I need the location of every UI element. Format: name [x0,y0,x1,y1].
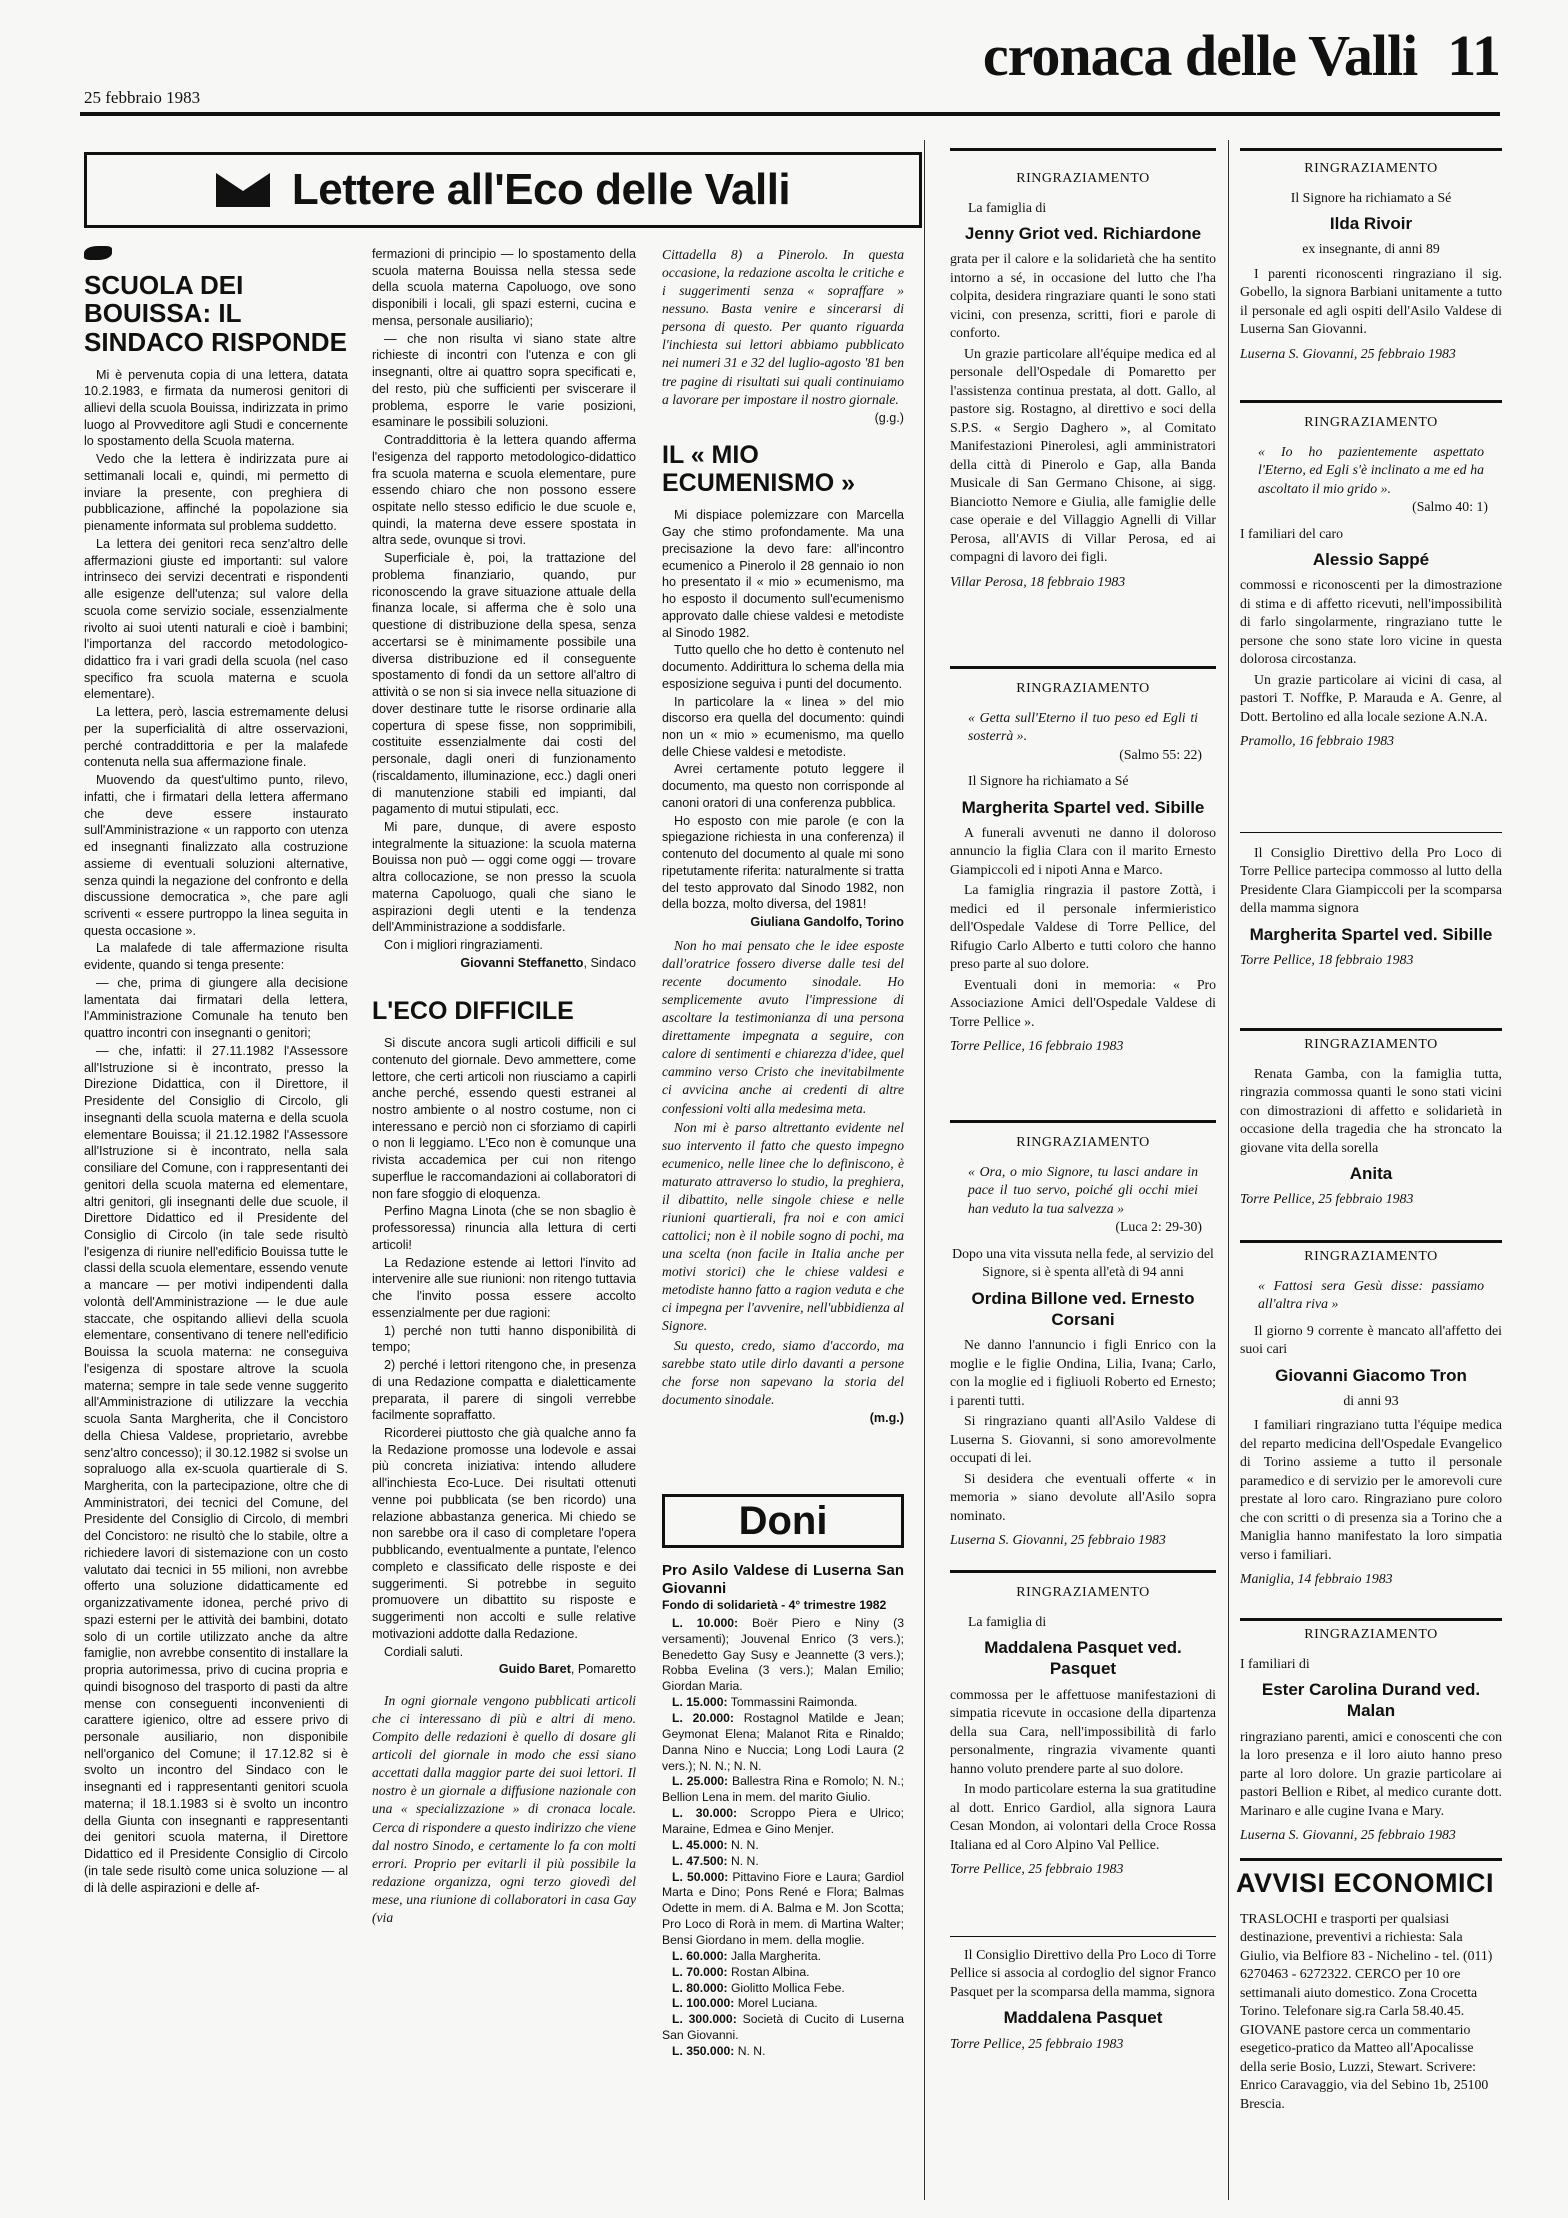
notice-text: A funerali avvenuti ne danno il doloroso annuncio la figlia Clara con il marito Ernesto Giampiccoli ed i nipoti Anna e Marco. [950,824,1216,877]
doni-list [662,1562,904,2060]
letter-3-paragraph: Ho esposto con mie parole (e con la spiegazione richiesta in una conferenza) il contenuto del documento al quale mi sono ripetutamente riferita: naturalmente si tratta del testo approvato dal Sinodo 1982, non della bozza, molto diversa, del 1981! [662,813,904,912]
doni-amount: L. 300.000: [672,2012,737,2027]
doni-entry [662,1616,904,1695]
notice-text: Si desidera che eventuali offerte « in memoria » siano devolute all'Asilo sopra nominato. [950,1470,1216,1523]
doni-entry [662,1870,904,1949]
notice-quote: « Getta sull'Eterno il tuo peso ed Egli ti sosterrà ». [968,709,1198,744]
letter-3-paragraph: Avrei certamente potuto leggere il documento, ma questo non corrisponde al canoni oratori di una conferenza pubblica. [662,762,904,810]
notice-intro: Il Signore ha richiamato a Sé [968,773,1129,789]
notice-title: RINGRAZIAMENTO [1016,171,1150,186]
column-1 [84,246,348,1897]
column-divider [1228,140,1229,2200]
notice-quote-ref: (Luca 2: 29-30) [1115,1219,1202,1235]
notice-place-date: Torre Pellice, 25 febbraio 1983 [1240,1191,1414,1207]
letter-3-reply-signature: (m.g.) [869,1410,904,1425]
doni-donors: Scroppo Piera e Ulrico; Maraine, Edmea e Gino Menjer. [662,1806,904,1837]
notice-intro: I familiari di [1240,1655,1310,1671]
doni-entry [662,1774,904,1806]
notice-text: Si ringraziano quanti all'Asilo Valdese di Luserna S. Giovanni, si sono amorevolmente occupati di lei. [950,1413,1216,1466]
doni-entry [662,1981,904,1997]
letter-2-reply-signature: (g.g.) [874,410,904,425]
letter-3-paragraph: Mi dispiace polemizzare con Marcella Gay che stimo profondamente. Ma una precisazione la devo fare: all'incontro ecumenico a Pinerolo il 28 gennaio io non ho presentato il « mio » ecumenismo, ma ho esposto il documento sull'ecumenismo approvato dalle chiese valdesi e metodiste al Sinodo 1982. [662,508,904,640]
notice-title: RINGRAZIAMENTO [1304,1037,1438,1052]
avvisi-title: AVVISI ECONOMICI [1236,1868,1495,1898]
letter-1-paragraph: Mi pare, dunque, di avere esposto integralmente la situazione: la scuola materna Bouissa non può — oggi come oggi — trovare altra collocazione, se non presso la scuola materna Capoluogo, quali che siano le aspirazioni degli utenti e la tendenza dell'Amministrazione a soddisfarle. [372,819,636,935]
ringraziamento-billone [950,1134,1216,1549]
letter-1-paragraph: Muovendo da quest'ultimo punto, rilevo, infatti, che i firmatari della lettera affermano che deve essere instaurato sull'Amministrazione « un rapporto con utenza ed insegnanti finalizzato alla costruzione assieme di eventuali soluzioni alternative, senza quindi la negazione del confronto e della discussione democratica », che pare agli scriventi « essere purtroppo la linea seguita in questa occasione ». [84,773,348,938]
doni-amount: L. 80.000: [672,1980,728,1995]
letter-2-paragraph: La Redazione estende ai lettori l'invito ad intervenire alle sue riunioni: non ritengo tuttavia che l'invito possa essere accolto essenzialmente per due ragioni: [372,1255,636,1320]
doni-amount: L. 30.000: [672,1806,738,1821]
letter-2-paragraph: 2) perché i lettori ritengono che, in presenza di una Redazione compatta e dialetticamente preparata, il parere di singoli verrebbe facilmente sopraffatto. [372,1358,636,1423]
letter-2-paragraph: Perfino Magna Linota (che se non sbaglio è professoressa) rinuncia alla lettura di certi articoli! [372,1204,636,1252]
letter-2-paragraph: Si discute ancora sugli articoli difficili e sul contenuto del giornale. Devo ammettere, come lettore, che certi articoli non riusciamo a capirli anche perché, essendo questi estranei al nostro ambiente o al nostro costume, non ci interessano e perciò non ci sforziamo di capirli o non li leggiamo. L'Eco non è comunque una rivista accademica per cui non ritengo superflue le raccomandazioni ai collaboratori di non fare sfoggio di eloquenza. [372,1036,636,1201]
rule [1240,1240,1502,1243]
doni-amount: L. 350.000: [672,2044,735,2059]
letter-2-paragraph: 1) perché non tutti hanno disponibilità di tempo; [372,1323,636,1355]
ringraziamento-sappe [1240,414,1502,751]
notice-place-date: Luserna S. Giovanni, 25 febbraio 1983 [1240,345,1456,361]
doni-amount: L. 100.000: [672,1996,735,2011]
issue-date: 25 febbraio 1983 [84,88,201,107]
pen-icon [84,246,112,260]
letter-3-title: IL « MIO ECUMENISMO » [662,441,856,497]
deceased-name: Ordina Billone ved. Ernesto Corsani [971,1288,1195,1329]
letter-1-paragraph: — che non risulta vi siano state altre richieste di incontri con l'utenza e con gli insegnanti, oltre ai quattro sopra specificati e, del resto, più che sufficienti per sviscerare il problema, esporre le varie posizioni, esaminare le possibili soluzioni. [372,331,636,430]
notice-text: I familiari ringraziano tutta l'équipe medica del reparto medicina dell'Ospedale Evangelico di Torino assieme a tutto il personale paramedico e di servizio per le amorevoli cure prestate al loro caro. Ringraziano pure coloro che con scritti o di presenza sia a Torino che a Maniglia hanno manifestato la loro simpatia verso i familiari. [1240,1417,1502,1562]
notice-text: commossi e riconoscenti per la dimostrazione di stima e di affetto ricevuti, nell'impossibilità di farlo singolarmente, ringraziano tutte le persone che sono state loro vicine in questa dolorosa circostanza. [1240,577,1502,667]
notice-place-date: Torre Pellice, 25 febbraio 1983 [950,2035,1124,2051]
letter-1-signature: Giovanni Steffanetto, Sindaco [460,955,636,970]
notice-intro: La famiglia di [968,199,1047,215]
doni-amount: L. 50.000: [672,1869,729,1884]
notice-text: La famiglia ringrazia il pastore Zottà, i medici ed il personale infermieristico dell'Ospedale Valdese di Torre Pellice, del Rifugio Carlo Alberto e tutti coloro che hanno preso parte al suo dolore. [950,882,1216,972]
letter-3-reply: Su questo, credo, siamo d'accordo, ma sarebbe stato utile dirlo davanti a persone che forse non sapevano la storia del documento sinodale. [662,1337,904,1407]
letter-1-paragraph: Mi è pervenuta copia di una lettera, datata 10.2.1983, e firmata da numerosi genitori di allievi della scuola Bouissa, indirizzata in primo luogo al Provveditore agli Studi e concernente lo spostamento della Scuola materna. [84,367,348,449]
doni-donors: N. N. [730,1853,759,1868]
letter-2-reply-continued: Cittadella 8) a Pinerolo. In questa occasione, la redazione ascolta le critiche e i suggerimenti senza « sopraffare » nessuno. Basta venire e sincerarsi di persona di questo. Per quanto riguarda l'inchiesta sui lettori abbiamo pubblicato nei numeri 31 e 32 del luglio-agosto '81 ben tre pagine di risultati sui quali continuiamo a lavorare per impostare il nostro giornale. [662,247,904,407]
letter-3-paragraph: In particolare la « linea » del mio discorso era quella del documento: quindi non un « mio » ecumenismo, ma quello delle Chiese valdesi e metodiste. [662,694,904,759]
letter-3-signature: Giuliana Gandolfo, Torino [750,915,904,930]
doni-amount: L. 47.500: [672,1853,728,1868]
notice-place-date: Maniglia, 14 febbraio 1983 [1240,1571,1393,1587]
letter-2-title: L'ECO DIFFICILE [372,996,574,1025]
condoglianze-pro-loco-pasquet [950,1946,1216,2053]
notice-quote-ref: (Salmo 55: 22) [1119,746,1202,762]
doni-entry [662,2044,904,2060]
notice-text: Ne danno l'annuncio i figli Enrico con la moglie e le figlie Ondina, Lilia, Ivana; Carlo, con la moglie ed i figliuoli Roberto ed Ernesto; i parenti tutti. [950,1337,1216,1408]
notice-title: RINGRAZIAMENTO [1016,1135,1150,1150]
rule [1240,148,1502,151]
notice-text: Renata Gamba, con la famiglia tutta, ringrazia commossa quanti le sono stati vicini con dimostrazioni di affetto e solidarietà in occasione della tragedia che ha stroncato la giovane vita della sorella [1240,1065,1502,1155]
rule [950,666,1216,669]
notice-quote: « Io ho pazientemente aspettato l'Eterno, ed Egli s'è inclinato a me ed ha ascoltato il mio grido ». [1258,443,1484,496]
notice-intro: I familiari del caro [1240,525,1344,541]
page-number: 11 [1447,23,1500,88]
deceased-name: Maddalena Pasquet [1003,2008,1163,2028]
doni-entry [662,1996,904,2012]
letter-2-paragraph: Cordiali saluti. [384,1644,464,1659]
letter-2-signature: Guido Baret, Pomaretto [498,1662,636,1677]
deceased-name: Maddalena Pasquet ved. Pasquet [984,1638,1182,1679]
doni-entry [662,1949,904,1965]
letter-3-reply: Non mi è parso altrettanto evidente nel suo intervento il fatto che questo impegno ecumenico, nelle linee che lo definiscono, è maturato attraverso lo studio, la preghiera, il dibattito, nelle singole chiese e nelle riunioni quartierali, fra noi e con amici cattolici; non è il nobile sogno di pochi, ma una scelta (non facile in Italia anche per motivi storici) che le chiese valdesi e metodiste hanno fatto a ragion veduta e che ci impegna per l'avvenire, nell'ubbidienza al Signore. [662,1119,904,1334]
notice-place-date: Pramollo, 16 febbraio 1983 [1240,733,1395,749]
letters-banner [84,152,922,228]
doni-donors: Morel Luciana. [737,1996,818,2011]
letter-1-paragraph: Superficiale è, poi, la trattazione del problema finanziario, quando, pur riconoscendo la grave situazione attuale della finanza locale, si afferma che è solo una questione di distribuzione della spesa, senza accertarsi se è minimamente possibile una diversa distribuzione ed il conseguente spostamento di fondi da un settore all'altro di attività o se non si sia invece nella situazione di dover destinare tutte le risorse ordinarie alla copertura di spese fisse, non sopprimibili, costituite essenzialmente dai costi del personale, dagli oneri di funzionamento (riscaldamento, illuminazione, ecc.) dagli oneri di manutenzione stabili ed impianti, dal pagamento di mutui stipulati, ecc. [372,551,636,817]
doni-donors: Rostan Albina. [730,1964,810,1979]
notice-quote-ref: (Salmo 40: 1) [1412,499,1488,515]
partecipazione-pro-loco-spartel [1240,844,1502,970]
notice-quote: « Ora, o mio Signore, tu lasci andare in pace il tuo servo, poiché gli occhi miei han veduto la tua salvezza » [968,1163,1198,1216]
notice-title: RINGRAZIAMENTO [1304,415,1438,430]
notice-intro: Il giorno 9 corrente è mancato all'affetto dei suoi cari [1240,1322,1502,1357]
notice-title: RINGRAZIAMENTO [1304,1627,1438,1642]
doni-donors: Rostagnol Matilde e Jean; Geymonat Elena; Malanot Rita e Rinaldo; Danna Nino e Nuccia; Long Lodi Laura (2 vers.); N. N.; N. N. [662,1711,904,1773]
notice-text: ringraziano parenti, amici e conoscenti che con la loro presenza e il loro aiuto hanno preso parte al loro dolore. Un grazie particolare ai pastori Bellion e Ribet, al medico curante dott. Marinaro e alle cugine Ivana e Mary. [1240,1728,1502,1818]
notice-place-date: Luserna S. Giovanni, 25 febbraio 1983 [950,1532,1166,1547]
masthead [983,22,1500,89]
notice-place-date: Torre Pellice, 18 febbraio 1983 [1240,952,1414,968]
ringraziamento-pasquet [950,1584,1216,1879]
column-divider [924,140,925,2200]
doni-amount: L. 25.000: [672,1774,729,1789]
letters-banner-title: Lettere all'Eco delle Valli [291,165,791,214]
notice-text: Il Consiglio Direttivo della Pro Loco di Torre Pellice partecipa commosso al lutto della Presidente Clara Giampiccoli per la scomparsa della mamma signora [1240,845,1502,916]
rule [950,148,1216,151]
deceased-name: Alessio Sappé [1312,550,1430,570]
doni-amount: L. 60.000: [672,1948,728,1963]
notice-text: grata per il calore e la solidarietà che ha sentito intorno a sé, in occasione del lutto che l'ha colpita, desidera ringraziare quanti le sono stati vicini, con presenza, scritti, fiori e parole di conforto. [950,251,1216,341]
doni-amount: L. 15.000: [672,1695,728,1710]
doni-donors: Boër Piero e Niny (3 versamenti); Jouvenal Enrico (3 vers.); Benedetto Gay Susy e Jeannette (3 vers.); Robba Evelina (3 vers.); Malan Emilio; Giordan Maria. [662,1615,904,1694]
doni-heading: Pro Asilo Valdese di Luserna San Giovanni [662,1562,904,1597]
letter-1-paragraph: — che, infatti: il 27.11.1982 l'Assessore all'Istruzione si è incontrato, presso la Direzione Didattica, con il Direttore, il Presidente del Consiglio di Circolo, gli insegnanti della scuola materna e della scuola elementare Bouissa; il 21.12.1982 l'Assessore all'Istruzione si è incontrato, nella sala consiliare del Comune, con i rappresentanti dei genitori della scuola materna ed elementare, altri genitori, gli insegnanti delle due scuole, il Direttore Didattico ed il Presidente del Consiglio di Circolo (in tale sede risultò l'esigenza di riunire nell'edificio Bouissa tutte le classi della scuola elementare, essendo venute a mancare — per motivi indipendenti dalla volontà dell'Amministrazione — le due aule staccate, che ospitando allievi della scuola elementare, consentivano di tenere nell'edificio Bouissa la scuola materna: ne conseguiva l'esigenza di spostare altrove la scuola materna; sempre in tale sede venne suggerito all'Amministrazione di utilizzare la vecchia scuola Santa Margherita, che il Concistoro della Chiesa Valdese, proprietario, avrebbe senz'altro concesso); il 30.12.1982 si svolse un sopraluogo alla ex-scuola quartierale di S. Margherita, con la partecipazione, oltre che di Amministratori, dei tecnici del Comune, del Presidente del Consiglio di Circolo, di membri del Concistoro: ne risultò che lo stabile, oltre a richiedere lavori di sistemazione con un costo valutato dai tecnici in 55 milioni, non avrebbe offerto una soluzione didatticamente ed organizzativamente idonea, perché privo di spazi esterni per le attività dei bambini, dotato solo di un cortile utilizzato anche da altre famiglie, non avrebbe consentito di installare la propria autorimessa, privo di cucina propria e quindi bisognoso del trasporto di pasti da altre mense con conseguenti inconvenienti di carattere igienico, oltre ad essere privo di personale ausiliario, non disponibile nell'organico del Comune; il 17.12.82 si è svolto un incontro del Sindaco con le insegnanti ed i rappresentanti genitori scuola materna; il 18.1.1983 si è svolto un incontro della Giunta con insegnanti e rappresentanti dei genitori scuola materna, il Direttore Didattico ed il Presidente Consiglio di Circolo (in tale sede risultò come unica soluzione — al di là delle aspirazioni e delle af- [84,1043,348,1895]
doni-banner: Doni [662,1494,904,1548]
rule [1240,1858,1502,1861]
notice-text: Un grazie particolare ai vicini di casa, al pastori T. Noffke, P. Marauda e A. Genre, al Dott. Bertolino ed alla locale sezione A.N.A. [1240,671,1502,724]
avvisi-economici [1240,1910,1502,2115]
notice-intro: Dopo una vita vissuta nella fede, al servizio del Signore, si è spenta all'età di 94 anni [952,1245,1214,1280]
notice-place-date: Villar Perosa, 18 febbraio 1983 [950,573,1126,589]
notice-text: In modo particolare esterna la sua gratitudine al dott. Enrico Gardiol, alla signora Laura Cesan Mondon, ai volontari della Croce Rossa Italiana ed al Coro Alpino Val Pellice. [950,1781,1216,1852]
doni-donors: Società di Cucito di Luserna San Giovanni. [662,2012,904,2043]
letter-3-paragraph: Tutto quello che ho detto è contenuto nel documento. Addirittura lo schema della mia esposizione seguiva i punti del documento. [662,643,904,691]
ringraziamento-spartel [950,680,1216,1056]
ringraziamento-anita [1240,1036,1502,1209]
doni-donors: Tommassini Raimonda. [730,1695,858,1710]
envelope-icon [216,173,270,207]
notice-title: RINGRAZIAMENTO [1304,161,1438,176]
rule [1240,1028,1502,1031]
letter-1-paragraph: fermazioni di principio — lo spostamento della scuola materna Bouissa nella stessa sede della scuola materna Capoluogo, ove sono disponibili i locali, gli spazi esterni, cucina e mensa, personale ausiliario); [372,247,636,328]
doni-entry [662,1695,904,1711]
header-rule [80,112,1500,116]
letter-1-paragraph: — che, prima di giungere alla decisione lamentata dai firmatari della lettera, l'Amministrazione Comunale ha tenuto ben quattro incontri con insegnanti o genitori; [84,975,348,1041]
deceased-name: Anita [1349,1164,1393,1184]
notice-quote: « Fattosi sera Gesù disse: passiamo all'altra riva » [1258,1277,1484,1312]
rule [950,1120,1216,1123]
notice-intro: La famiglia di [968,1613,1047,1629]
masthead-title: cronaca delle Valli [982,23,1418,88]
avvisi-text: TRASLOCHI e trasporti per qualsiasi destinazione, preventivi a richiesta: Sala Giulio, via Belfiore 83 - Nichelino - tel. (011) 6270463 - 6272322. CERCO per 10 ore settimanali aiuto domestico. Zona Crocetta Torino. Telefonare sig.ra Carla 58.40.45. GIOVANE pastore cerca un commentario esegetico-pratico da Matteo all'Apocalisse della serie Bosio, Luzzi, Stewart. Scrivere: Enrico Caravaggio, via del Sebino 1b, 25100 Brescia. [1240,1911,1493,2111]
deceased-name: Giovanni Giacomo Tron [1275,1365,1467,1385]
ringraziamento-durand [1240,1626,1502,1845]
rule [1240,1618,1502,1621]
doni-amount: L. 45.000: [672,1837,728,1852]
letter-2-paragraph: Ricorderei piuttosto che già qualche anno fa la Redazione promosse una lodevole e assai più concreta iniziativa: intendo alludere all'inchiesta Eco-Luce. Dei risultati ottenuti venne poi pubblicata (se ben ricordo) una relazione abbastanza generica. Mi chiedo se non sarebbe ora il caso di completare l'opera pubblicando, eventualmente a puntate, l'elenco completo e classificato delle risposte e dei suggerimenti. Si potrebbe in seguito promuovere un dibattito su risposte e suggerimenti non accolti e sulle relative motivazioni addotte dalla Redazione. [372,1425,636,1641]
notice-place-date: Torre Pellice, 25 febbraio 1983 [950,1861,1124,1877]
doni-amount: L. 70.000: [672,1964,728,1979]
letter-3-reply: Non ho mai pensato che le idee esposte dall'oratrice fossero diverse dalle tesi del recente documento sinodale. Ho semplicemente avuto l'impressione di ascoltare la testimonianza di una persona direttamente impegnata a seguire, con calore di sentimenti e chiarezza d'idee, quel cammino verso Cristo che inevitabilmente ci avvicina anche ai credenti di altre confessioni volti alla medesima meta. [662,937,904,1116]
letter-1-title: SCUOLA DEI BOUISSA: IL SINDACO RISPONDE [84,269,347,357]
notice-title: RINGRAZIAMENTO [1016,681,1150,696]
rule [950,1936,1216,1937]
deceased-name: Ester Carolina Durand ved. Malan [1261,1680,1481,1721]
letter-2-reply: In ogni giornale vengono pubblicati articoli che ci interessano di più e altri di meno. Compito delle redazioni è quello di dosare gli articoli del giornale in modo che essi siano accettati dalla maggior parte dei suoi lettori. Il nostro è un giornale a diffusione nazionale con una « specializzazione » di cronaca locale. Cerca di rispondere a questo indirizzo che viene dal nostro Sinodo, e certamente lo fa con molti errori. Proprio per evitarli il più possibile la redazione organizza, ogni terzo giovedì del mese, una riunione di collaboratori in casa Gay (via [372,1692,636,1925]
doni-donors: Ballestra Rina e Romolo; N. N.; Bellion Lena in mem. del marito Giulio. [662,1774,904,1805]
doni-amount: L. 10.000: [672,1615,739,1630]
doni-donors: Pittavino Fiore e Laura; Gardiol Marta e Dino; Pons René e Flora; Balmas Odette in mem. di A. Balma e M. Jon Scotta; Pro Loco di Rorà in mem. di Martina Walter; Bensi Giordano in mem. della moglie. [662,1869,904,1948]
rule [1240,400,1502,403]
notice-place-date: Luserna S. Giovanni, 25 febbraio 1983 [1240,1827,1456,1843]
doni-entry [662,2012,904,2044]
letter-1-paragraph: La malafede di tale affermazione risulta evidente, quando si tenga presente: [84,941,348,973]
notice-text: Il Consiglio Direttivo della Pro Loco di Torre Pellice si associa al cordoglio del signor Franco Pasquet per la scomparsa della mamma, signora [950,1947,1216,1999]
letter-1-paragraph: Con i migliori ringraziamenti. [384,938,543,953]
doni-donors: Jalla Margherita. [730,1948,822,1963]
notice-place-date: Torre Pellice, 16 febbraio 1983 [950,1038,1124,1054]
notice-intro: Il Signore ha richiamato a Sé [1290,189,1452,205]
doni-entry [662,1854,904,1870]
doni-entry [662,1965,904,1981]
column-3 [662,246,904,1428]
notice-text: commossa per le affettuose manifestazioni di simpatia ricevute in occasione della dipartenza della sua Cara, nell'impossibilità di farlo personalmente, ringrazia vivamente quanti hanno voluto prendere parte al suo dolore. [950,1686,1216,1776]
deceased-name: Margherita Spartel ved. Sibille [961,797,1205,817]
column-2 [372,246,636,1928]
deceased-name: Jenny Griot ved. Richiardone [964,224,1202,244]
ringraziamento-rivoir [1240,160,1502,363]
letter-1-paragraph: Contraddittoria è la lettera quando afferma l'esigenza del rapporto metodologico-didattico fra scuola materna e scuola elementare, pure essendo chiaro che non possono essere ospitate nello stesso edificio le due scuole e, quindi, la materna deve essere spostata in altra sede, ovunque si trovi. [372,433,636,548]
ringraziamento-griot [950,170,1216,591]
deceased-detail: di anni 93 [1343,1392,1399,1408]
deceased-name: Margherita Spartel ved. Sibille [1249,924,1493,944]
notice-title: RINGRAZIAMENTO [1304,1249,1438,1264]
letter-1-paragraph: La lettera dei genitori reca senz'altro delle affermazioni giuste ed importanti: sul valore intrinseco dei servizi decentrati e rispondenti alle esigenze dell'utenza; sul valore della scuola come servizio sociale, essenzialmente rivolto ai suoi utenti naturali e cioè i bambini; l'importanza del raccordo metodologico-didattico fra i vari gradi della scuola (nel caso specifico fra scuola materna e scuola elementare). [84,536,348,702]
letter-1-paragraph: Vedo che la lettera è indirizzata pure ai settimanali locali e, quindi, mi permetto di inviare la presente, con preghiera di pubblicazione, affinché la popolazione sia pienamente informata sul problema suddetto. [84,452,348,534]
doni-donors: N. N. [737,2044,766,2059]
letter-1-paragraph: La lettera, però, lascia estremamente delusi per la superficialità di altre osservazioni, perché contraddittoria e per la malafede contenuta nella sua affermazione finale. [84,705,348,770]
doni-entry [662,1838,904,1854]
doni-subheading: Fondo di solidarietà - 4° trimestre 1982 [662,1598,887,1612]
doni-entries [662,1616,904,2060]
deceased-detail: ex insegnante, di anni 89 [1302,241,1440,257]
notice-title: RINGRAZIAMENTO [1016,1585,1150,1600]
rule [1240,832,1502,833]
notice-text: Un grazie particolare all'équipe medica ed al personale dell'Ospedale di Pomaretto per l'assistenza continua prestata, al dott. Gallo, al pastore sig. Rostagno, al direttivo e soci della S.P.S. « Sergio Daghero », al Comitato Manifestazioni Pinerolesi, agli amministratori della città di Pinerolo e Gap, alla Banda Musicale di San Germano Chisone, ai sigg. Bianciotto Nemore e Giulia, alle famiglie delle case operaie e del Villaggio Agnelli di Villar Perosa, all'AVIS di Villar Perosa, ed ai compagni di lavoro dei figli. [950,345,1216,565]
doni-donors: Giolitto Mollica Febe. [730,1980,845,1995]
doni-donors: N. N. [730,1837,759,1852]
ringraziamento-tron [1240,1248,1502,1589]
notice-text: I parenti riconoscenti ringraziano il sig. Gobello, la signora Barbiani unitamente a tutto il personale ed agli ospiti dell'Asilo Valdese di Luserna San Giovanni. [1240,265,1502,337]
doni-amount: L. 20.000: [672,1711,734,1726]
rule [950,1570,1216,1573]
doni-entry [662,1711,904,1774]
doni-entry [662,1806,904,1838]
deceased-name: Ilda Rivoir [1329,214,1413,234]
notice-text: Eventuali doni in memoria: « Pro Associazione Amici dell'Ospedale Valdese di Torre Pellice ». [950,976,1216,1029]
